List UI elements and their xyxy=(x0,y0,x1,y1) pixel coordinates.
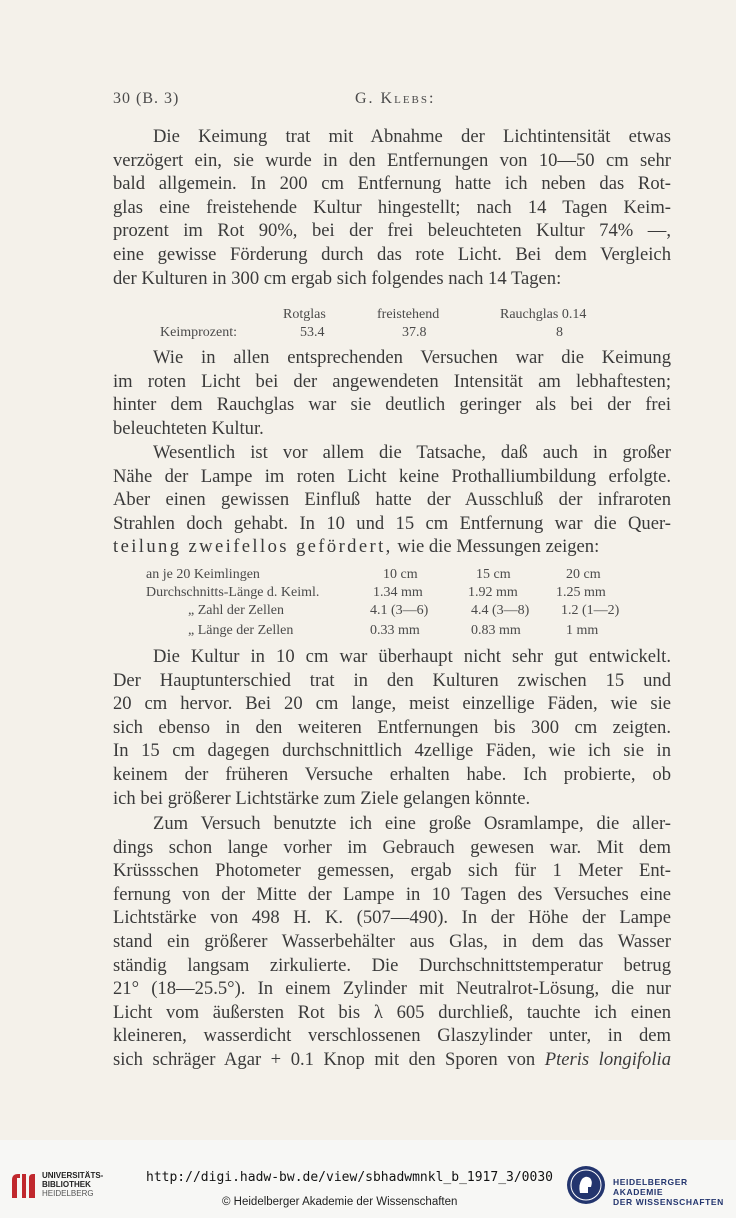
text-line: Wesentlich ist vor allem die Tatsache, daß auch in großer xyxy=(153,442,671,463)
text-line: Nähe der Lampe im roten Licht keine Prothalliumbildung erfolgte. xyxy=(113,465,671,487)
text-line: glas eine freistehende Kultur hingestellt; nach 14 Tagen Keim- xyxy=(113,196,671,218)
paragraph-4 xyxy=(113,645,671,810)
table-cell: 53.4 xyxy=(300,325,325,340)
table-cell: an je 20 Keimlingen xyxy=(146,567,260,582)
table-cell: 1.25 mm xyxy=(556,585,606,600)
academy-seal-icon xyxy=(566,1165,606,1205)
text-line: ständig langsam zirkulierte. Die Durchschnittstemperatur betrug xyxy=(113,954,671,976)
text-line: stand ein größerer Wasserbehälter aus Glas, in dem das Wasser xyxy=(113,930,671,952)
text-line: dings schon lange vorher im Gebrauch gewesen war. Mit dem xyxy=(113,836,671,858)
text-line: Lichtstärke von 498 H. K. (507—490). In der Höhe der Lampe xyxy=(113,907,671,929)
table-cell: 0.33 mm xyxy=(370,623,420,638)
species-name: Pteris longifolia xyxy=(544,1048,671,1070)
text-line: ich bei größerer Lichtstärke zum Ziele gelangen könnte. xyxy=(113,787,531,809)
permalink-url[interactable]: http://digi.hadw-bw.de/view/sbhadwmnkl_b_1917_3/0030 xyxy=(146,1170,553,1185)
text-line: sich ebenso in den weiteren Entfernungen bis 300 cm zeigten. xyxy=(113,716,671,738)
text-fragment: wie die Messungen zeigen: xyxy=(392,536,600,558)
spaced-emphasis: teilung zweifellos gefördert, xyxy=(113,536,393,558)
paragraph-2 xyxy=(113,346,671,440)
text-line: hinter dem Rauchglas war sie deutlich geringer als bei der frei xyxy=(113,394,671,416)
text-line: Licht vom äußersten Rot bis λ 605 durchließ, tauchte ich einen xyxy=(113,1001,671,1023)
text-line: beleuchteten Kultur. xyxy=(113,417,264,439)
text-line: 21° (18—25.5°). In einem Zylinder mit Neutralrot-Lösung, die nur xyxy=(113,978,671,1000)
table-cell: 0.83 mm xyxy=(471,623,521,638)
table-cell: 8 xyxy=(556,325,563,340)
library-line: HEIDELBERG xyxy=(42,1189,94,1198)
text-line xyxy=(113,535,671,559)
text-line: Der Hauptunterschied trat in den Kulturen zwischen 15 und xyxy=(113,669,671,691)
library-line: UNIVERSITÄTS- xyxy=(42,1171,104,1180)
table-cell: 4.1 (3—6) xyxy=(370,603,429,618)
table-header-rotglas: Rotglas xyxy=(283,307,326,322)
table-cell: „ Länge der Zellen xyxy=(188,623,294,638)
academy-line: HEIDELBERGER AKADEMIE xyxy=(613,1177,688,1197)
text-line: fernung von der Mitte der Lampe in 10 Tagen des Versuches eine xyxy=(113,883,671,905)
table-cell: 1.34 mm xyxy=(373,585,423,600)
paragraph-5 xyxy=(113,812,671,1072)
text-line: 20 cm hervor. Bei 20 cm lange, meist einzellige Fäden, wie sie xyxy=(113,693,671,715)
text-line: prozent im Rot 90%, bei der frei beleuchteten Kultur 74% —, xyxy=(113,220,671,242)
paragraph-3 xyxy=(113,441,671,559)
table-cell: „ Zahl der Zellen xyxy=(188,603,285,618)
page-number-ref: 30 (B. 3) xyxy=(113,90,180,107)
text-line: keinem der früheren Versuche erhalten habe. Ich probierte, ob xyxy=(113,763,671,785)
library-line: BIBLIOTHEK xyxy=(42,1180,91,1189)
text-line: Die Keimung trat mit Abnahme der Lichtintensität etwas xyxy=(153,126,671,147)
table-header-freistehend: freistehend xyxy=(377,307,440,322)
text-line: Wie in allen entsprechenden Versuchen war die Keimung xyxy=(153,347,671,368)
text-line: eine gewisse Förderung durch das rote Licht. Bei dem Vergleich xyxy=(113,243,671,265)
copyright-notice: © Heidelberger Akademie der Wissenschaften xyxy=(222,1196,458,1208)
text-line: kleineren, wasserdicht verschlossenen Glaszylinder unter, in dem xyxy=(113,1025,671,1047)
text-line: Zum Versuch benutzte ich eine große Osramlampe, die aller- xyxy=(153,813,671,834)
academy-name xyxy=(613,1177,736,1207)
text-line: der Kulturen in 300 cm ergab sich folgendes nach 14 Tagen: xyxy=(113,267,562,289)
text-line: Krüssschen Photometer gemessen, ergab sich für 1 Meter Ent- xyxy=(113,860,671,882)
text-line: verzögert ein, sie wurde in den Entfernungen von 10—50 cm sehr xyxy=(113,149,671,171)
text-line: Strahlen doch gehabt. In 10 und 15 cm Entfernung war die Quer- xyxy=(113,512,671,534)
table-cell: 1.92 mm xyxy=(468,585,518,600)
text-line: Die Kultur in 10 cm war überhaupt nicht sehr gut entwickelt. xyxy=(153,646,671,667)
text-line: bald allgemein. In 200 cm Entfernung hatte ich neben das Rot- xyxy=(113,173,671,195)
text-line xyxy=(113,1048,671,1072)
table-cell: 10 cm xyxy=(383,567,418,582)
text-line: Aber einen gewissen Einfluß hatte der Ausschluß der infraroten xyxy=(113,489,671,511)
table-cell: 1.2 (1—2) xyxy=(561,603,620,618)
table-header-rauchglas: Rauchglas 0.14 xyxy=(500,307,587,322)
table-cell: 20 cm xyxy=(566,567,601,582)
paragraph-1 xyxy=(113,125,671,290)
table-cell: 15 cm xyxy=(476,567,511,582)
table-cell: 37.8 xyxy=(402,325,427,340)
table-cell: 4.4 (3—8) xyxy=(471,603,530,618)
table-row-label: Keimprozent: xyxy=(160,325,237,340)
digitization-footer xyxy=(0,1140,736,1218)
table-cell: Durchschnitts-Länge d. Keiml. xyxy=(146,585,320,600)
text-line: In 15 cm dagegen durchschnittlich 4zellige Fäden, wie ich sie in xyxy=(113,740,671,762)
running-head-author: G. Klebs: xyxy=(355,90,436,107)
text-fragment: sich schräger Agar + 0.1 Knop mit den Sporen von xyxy=(113,1048,536,1070)
text-line: im roten Licht bei der angewendeten Intensität am lebhaftesten; xyxy=(113,370,671,392)
university-library-name xyxy=(42,1171,103,1198)
university-library-logo-icon xyxy=(8,1170,38,1202)
table-cell: 1 mm xyxy=(566,623,599,638)
academy-line: DER WISSENSCHAFTEN xyxy=(613,1197,724,1207)
